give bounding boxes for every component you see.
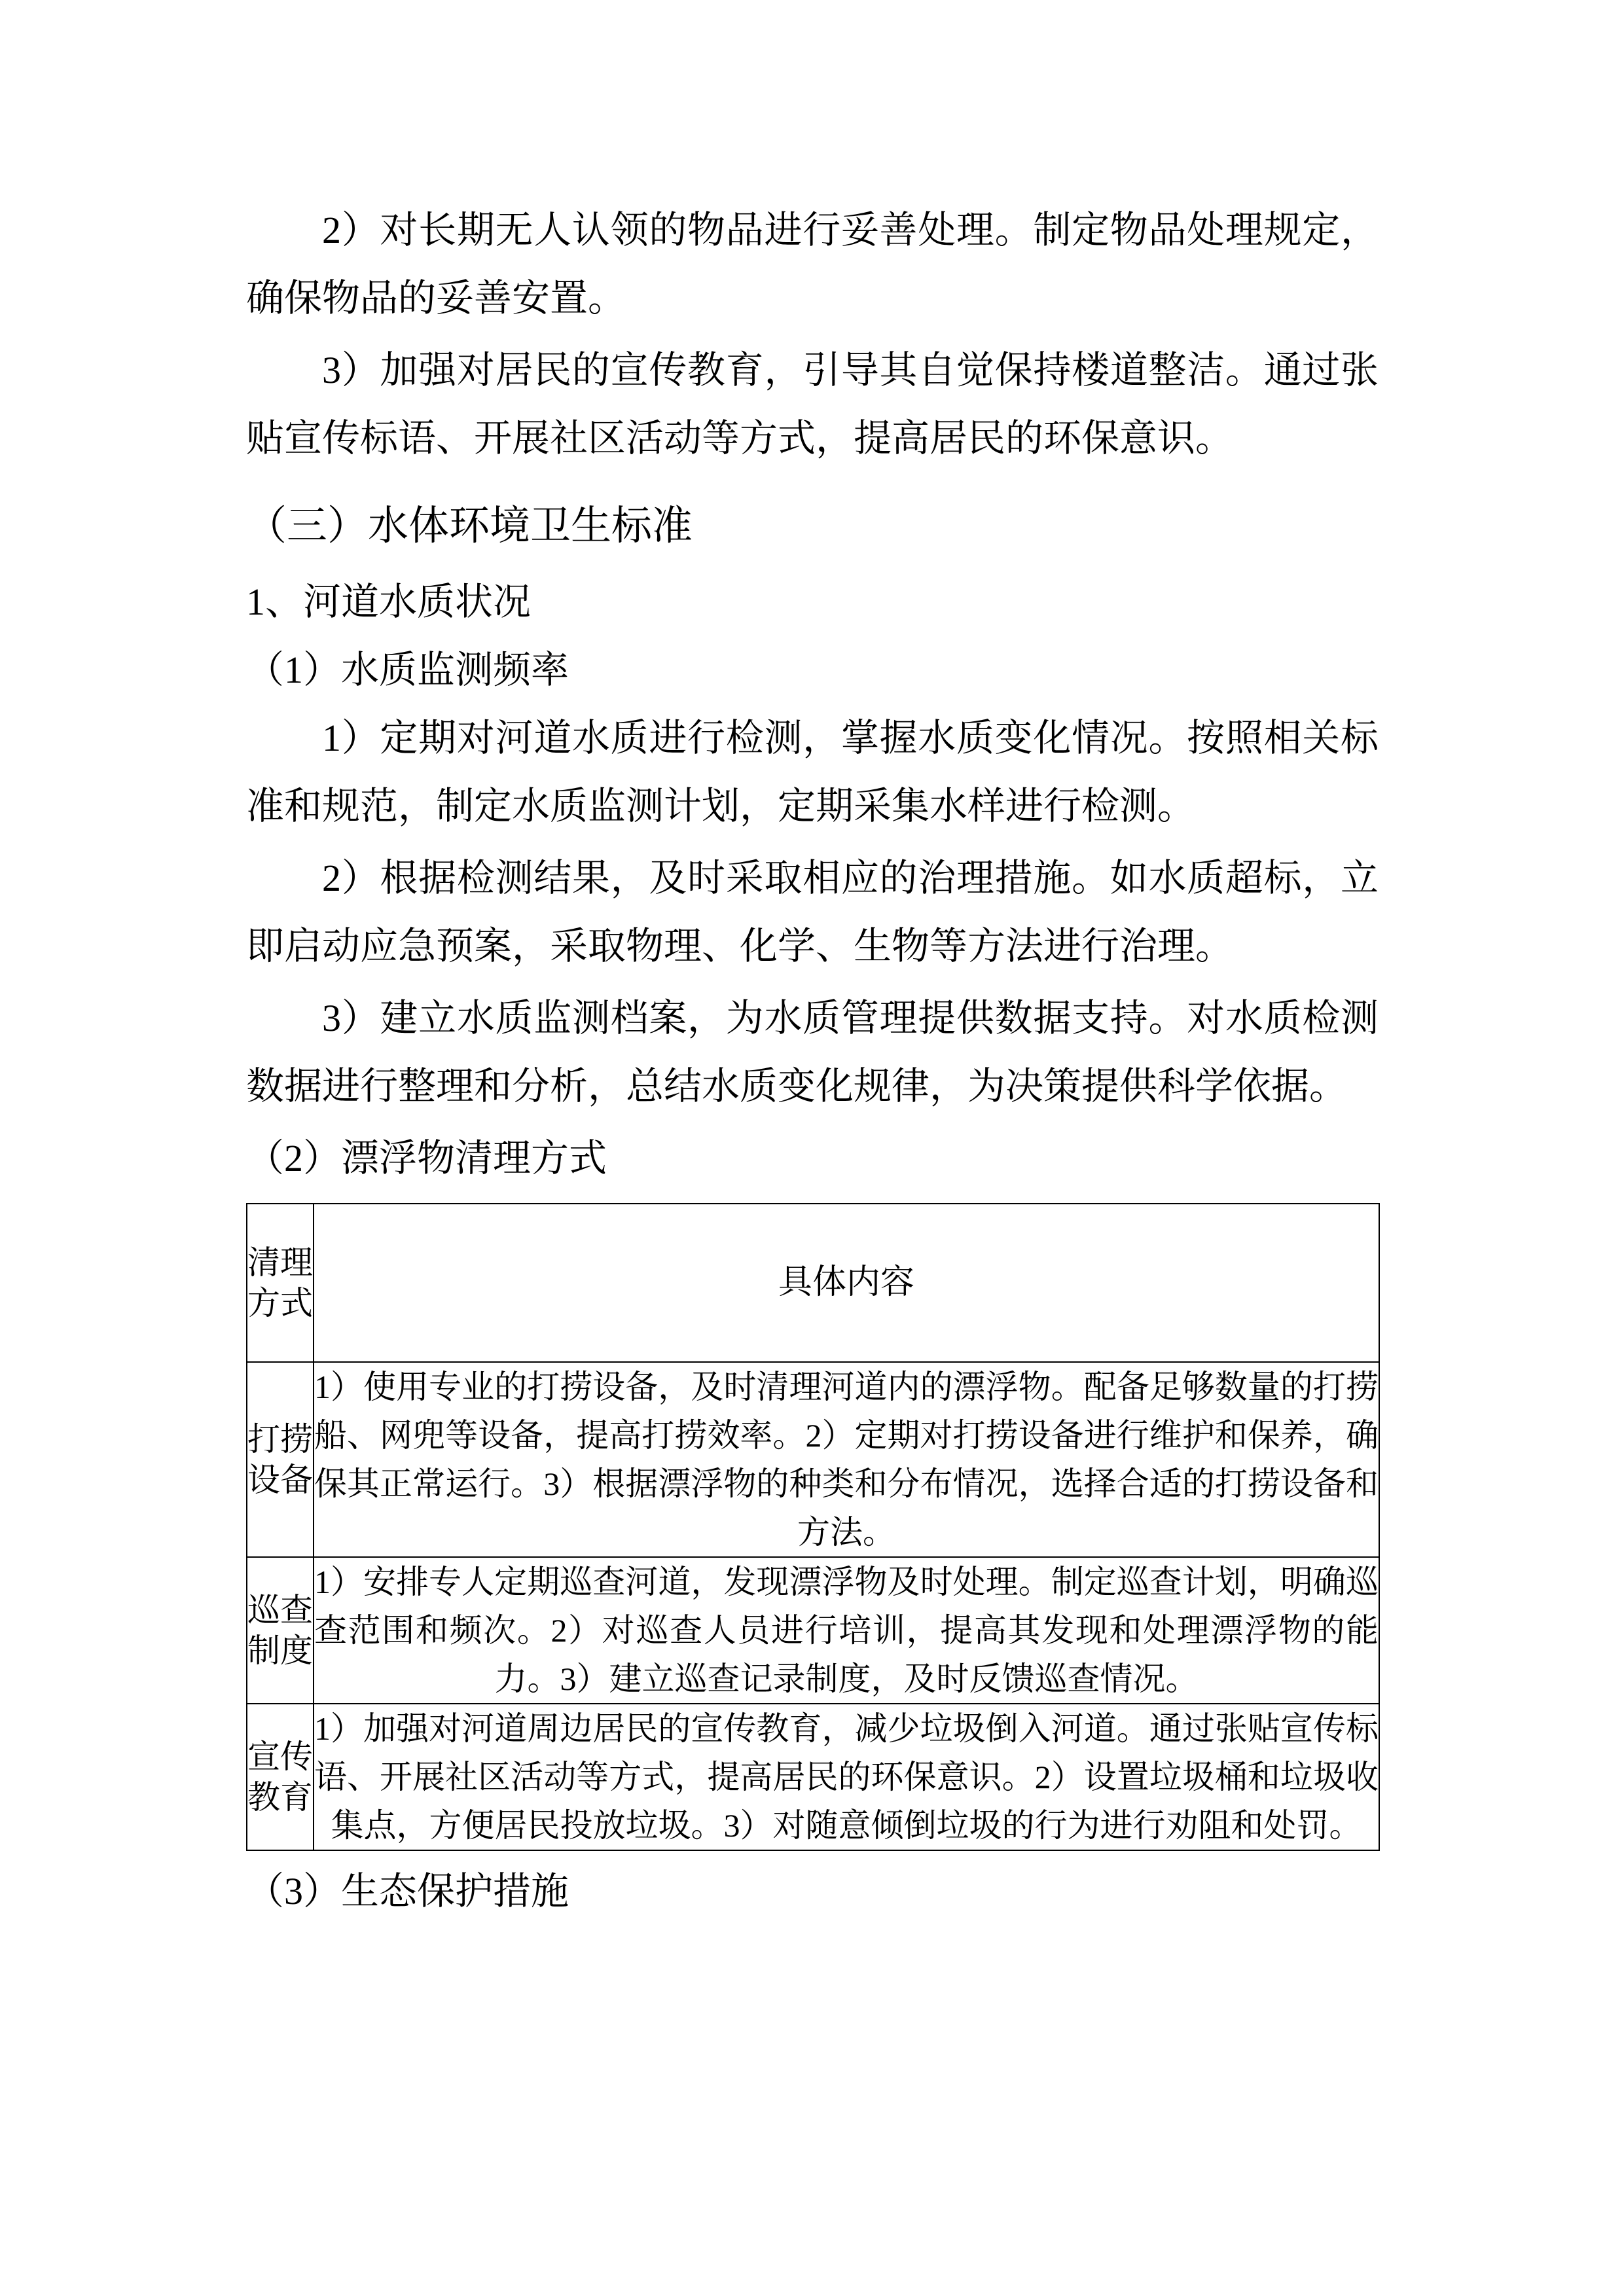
section-heading: （三）水体环境卫生标准 — [246, 504, 693, 548]
table-header-key — [247, 1204, 314, 1362]
table-row-value: 1）加强对河道周边居民的宣传教育，减少垃圾倒入河道。通过张贴宣传标语、开展社区活动等方式，提高居民的环保意识。2）设置垃圾桶和垃圾收集点，方便居民投放垃圾。3）对随意倾倒垃圾的行为进行劝阻和处罚。 — [314, 1704, 1379, 1850]
floating-debris-cleanup-table — [246, 1203, 1380, 1851]
item-2-heading: （2）漂浮物清理方式 — [246, 1137, 607, 1179]
table-header-value: 具体内容 — [314, 1204, 1379, 1362]
paragraph-item-2: 2）对长期无人认领的物品进行妥善处理。制定物品处理规定，确保物品的妥善安置。 — [246, 209, 1379, 319]
table-header-row — [247, 1204, 1379, 1362]
table-row-key — [247, 1704, 314, 1850]
subsection-heading: 1、河道水质状况 — [246, 581, 532, 623]
document-body — [246, 196, 1379, 1926]
table-row — [247, 1557, 1379, 1704]
paragraph-item-3: 3）加强对居民的宣传教育，引导其自觉保持楼道整洁。通过张贴宣传标语、开展社区活动等方式，提高居民的环保意识。 — [246, 349, 1379, 459]
table-row-value: 1）使用专业的打捞设备，及时清理河道内的漂浮物。配备足够数量的打捞船、网兜等设备，提高打捞效率。2）定期对打捞设备进行维护和保养，确保其正常运行。3）根据漂浮物的种类和分布情况，选择合适的打捞设备和方法。 — [314, 1362, 1379, 1557]
table-row-key — [247, 1362, 314, 1557]
item-1-heading: （1）水质监测频率 — [246, 649, 569, 691]
item-1-paragraph-1: 1）定期对河道水质进行检测，掌握水质变化情况。按照相关标准和规范，制定水质监测计划，定期采集水样进行检测。 — [246, 717, 1379, 827]
item-1-paragraph-2: 2）根据检测结果，及时采取相应的治理措施。如水质超标，立即启动应急预案，采取物理、化学、生物等方法进行治理。 — [246, 857, 1379, 967]
item-1-paragraph-3: 3）建立水质监测档案，为水质管理提供数据支持。对水质检测数据进行整理和分析，总结水质变化规律，为决策提供科学依据。 — [246, 997, 1379, 1107]
table-row-value: 1）安排专人定期巡查河道，发现漂浮物及时处理。制定巡查计划，明确巡查范围和频次。2）对巡查人员进行培训，提高其发现和处理漂浮物的能力。3）建立巡查记录制度，及时反馈巡查情况。 — [314, 1557, 1379, 1704]
table-row — [247, 1704, 1379, 1850]
floating-debris-cleanup-table-wrapper — [246, 1203, 1379, 1851]
table-row-key-label: 打捞设备 — [247, 1421, 313, 1498]
table-row — [247, 1362, 1379, 1557]
table-header-key-label: 清理方式 — [247, 1244, 313, 1321]
table-row-key-label: 巡查制度 — [247, 1592, 313, 1669]
item-3-heading: （3）生态保护措施 — [246, 1870, 569, 1912]
table-row-key-label: 宣传教育 — [247, 1738, 313, 1816]
table-row-key — [247, 1557, 314, 1704]
